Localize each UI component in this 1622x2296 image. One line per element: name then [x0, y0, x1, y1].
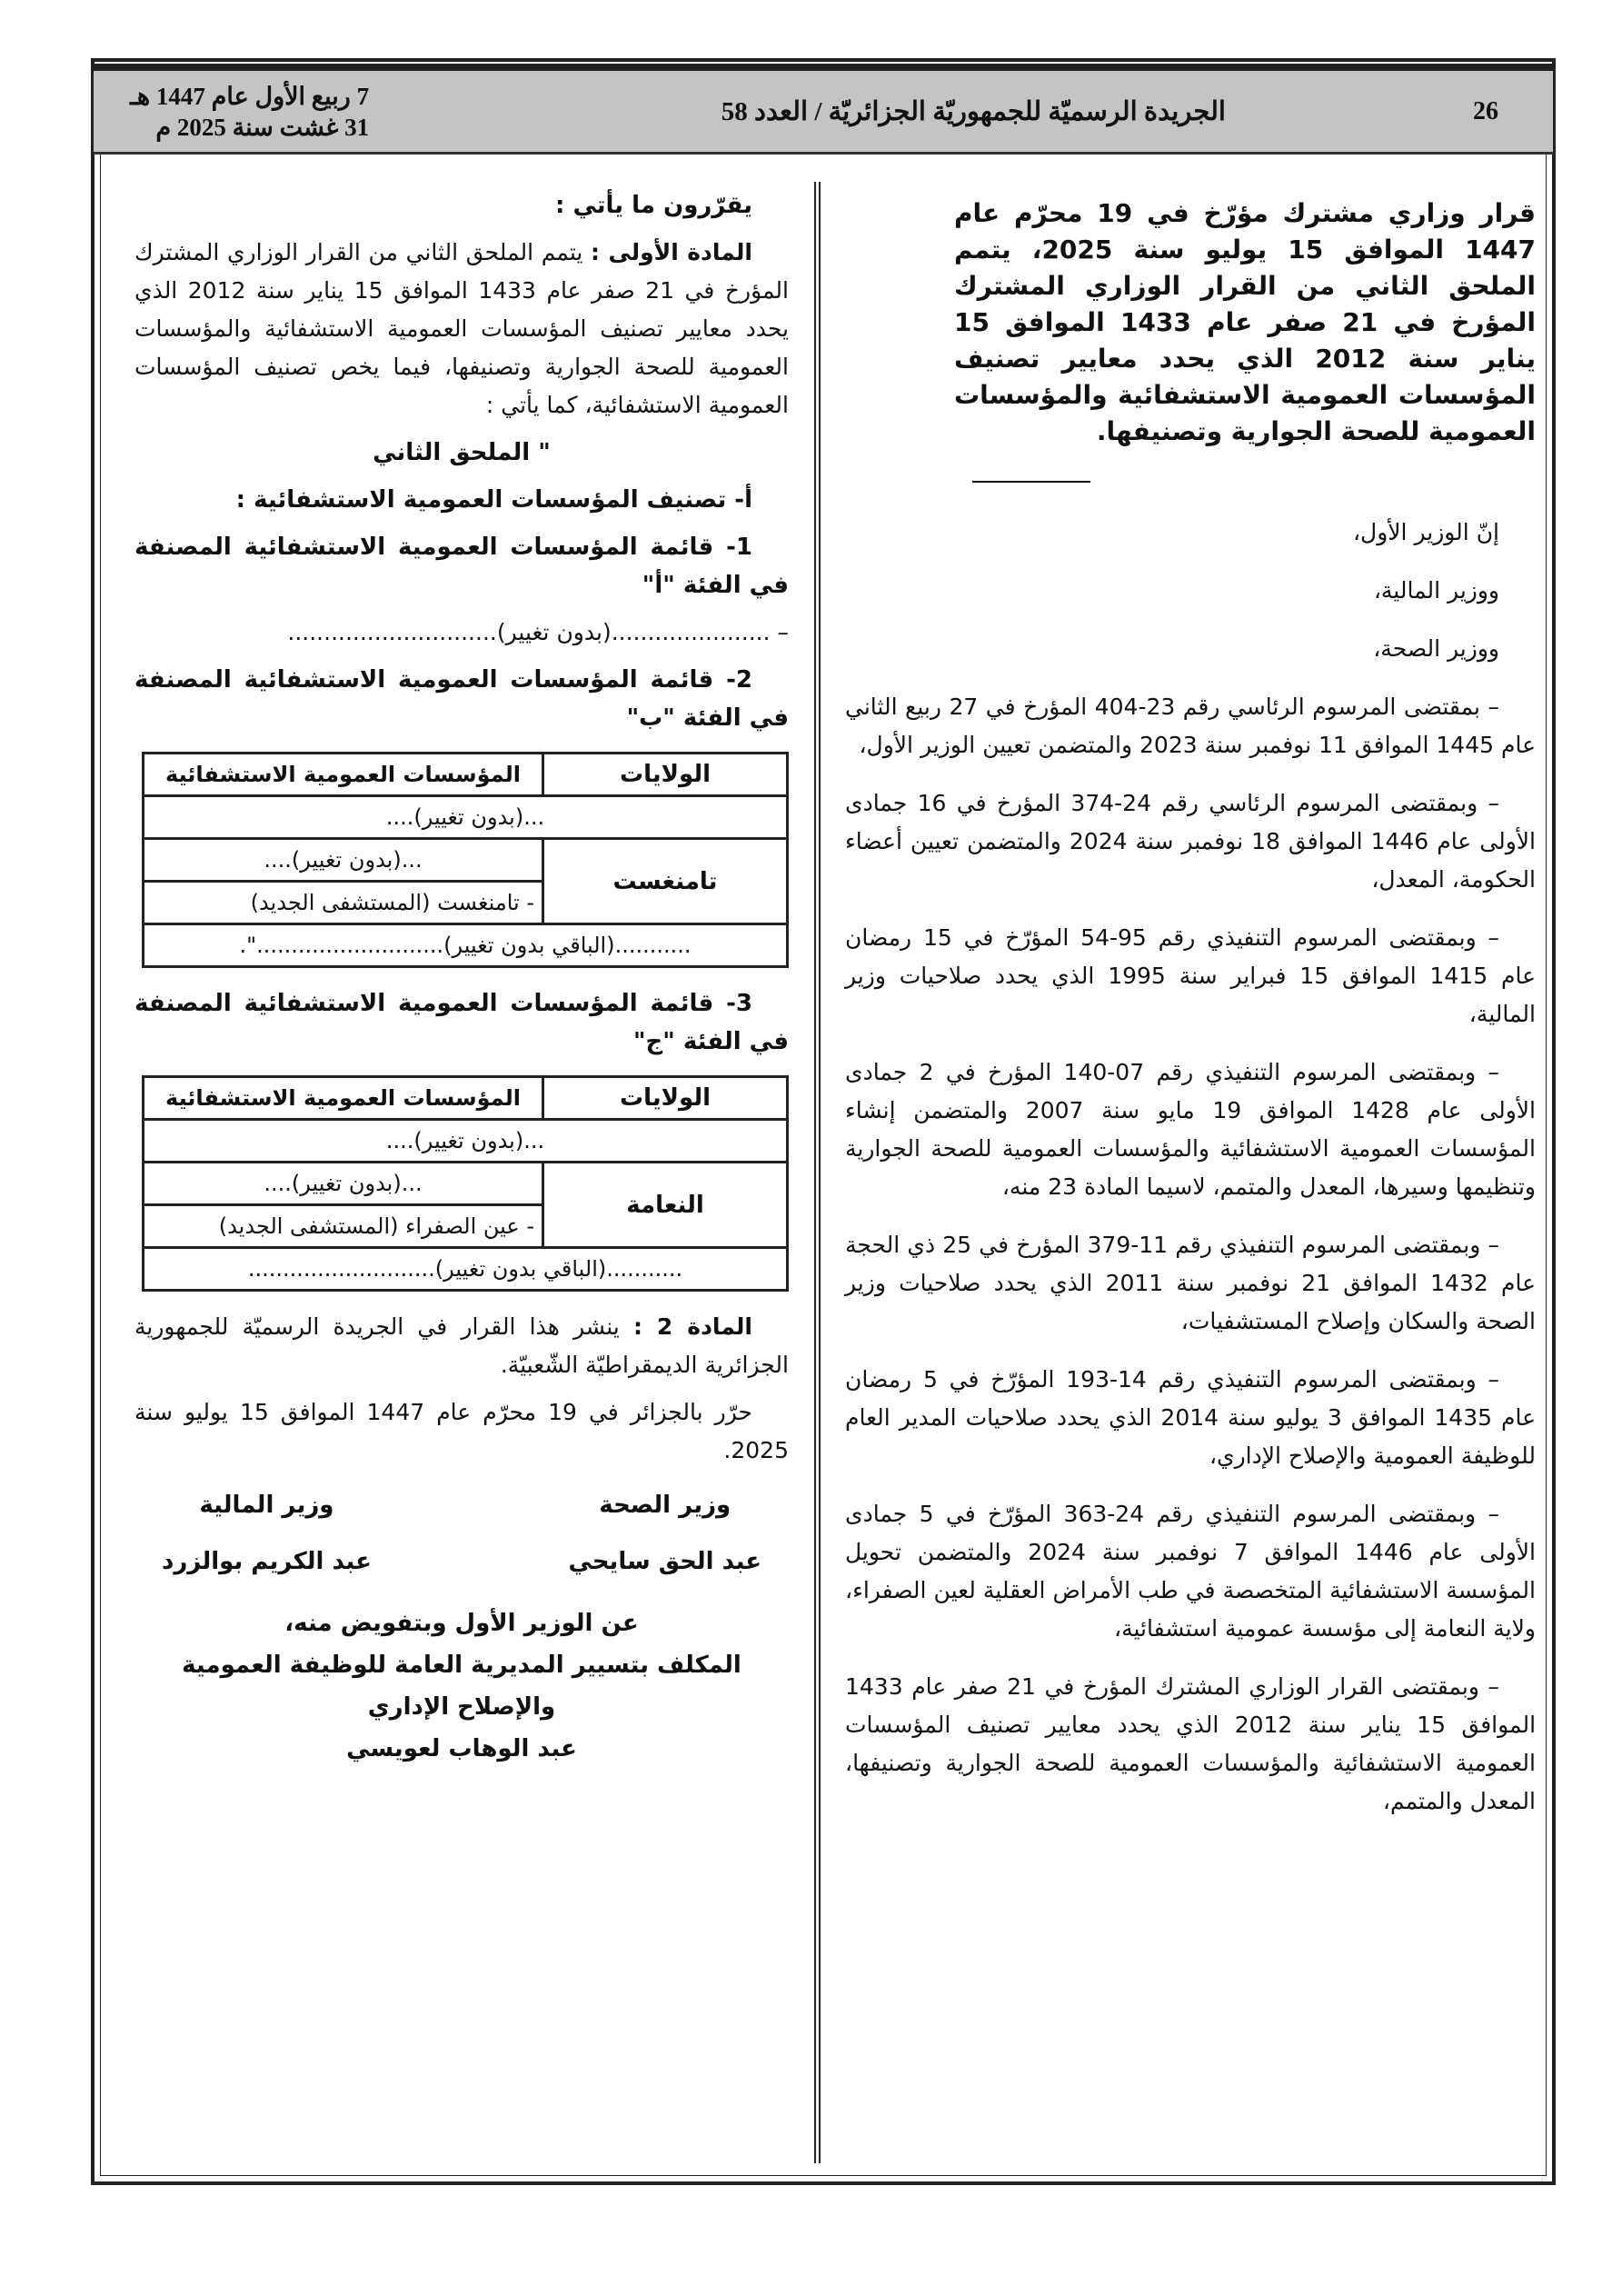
- intro-line: ووزير الصحة،: [1373, 635, 1499, 662]
- table-cell: ...(بدون تغيير)....: [144, 839, 543, 882]
- consideration: – وبمقتضى المرسوم التنفيذي رقم 11-379 المؤرخ في 25 ذي الحجة عام 1432 الموافق 21 نوفمبر سنة 2011 الذي يحدد صلاحيات وزير الصحة والسكان وإصلاح المستشفيات،: [845, 1232, 1536, 1334]
- list-1-heading: 1- قائمة المؤسسات العمومية الاستشفائية المصنفة في الفئة "أ": [134, 534, 789, 599]
- header-establishments: المؤسسات العمومية الاستشفائية: [144, 1077, 543, 1120]
- column-divider: [814, 182, 821, 2163]
- list-2-heading: 2- قائمة المؤسسات العمومية الاستشفائية المصنفة في الفئة "ب": [134, 666, 789, 732]
- left-column: [134, 186, 789, 1770]
- intro-line: إنّ الوزير الأول،: [1352, 519, 1499, 545]
- wilaya-cell: النعامة: [543, 1163, 788, 1248]
- table-row: ...........(الباقي بدون تغيير)...........................".: [144, 924, 788, 967]
- consideration: – وبمقتضى القرار الوزاري المشترك المؤرخ في 21 صفر عام 1433 الموافق 15 يناير سنة 2012 الذي يحدد معايير تصنيف المؤسسات العمومية الاستشفائية والمؤسسات العمومية للصحة الجوارية وتصنيفها، المعدل والمتمم،: [845, 1673, 1537, 1814]
- page-header: [94, 64, 1553, 155]
- table-cell: - تامنغست (المستشفى الجديد): [144, 882, 543, 924]
- decision-heading: يقرّرون ما يأتي :: [555, 192, 752, 219]
- header-wilayas: الولايات: [543, 1077, 788, 1120]
- signatory-name: عبد الحق سايحي: [568, 1548, 761, 1575]
- table-row: ...(بدون تغيير)....: [144, 796, 788, 839]
- signatures: [162, 1486, 761, 1581]
- section-a-heading: أ- تصنيف المؤسسات العمومية الاستشفائية :: [235, 486, 752, 514]
- consideration: – وبمقتضى المرسوم الرئاسي رقم 24-374 المؤرخ في 16 جمادى الأولى عام 1446 الموافق 18 نوفمبر سنة 2024 والمتضمن تعيين أعضاء الحكومة، المعدل،: [845, 790, 1536, 893]
- signatory-title: وزير الصحة: [599, 1492, 731, 1519]
- article-2-label: المادة 2 :: [632, 1313, 752, 1340]
- journal-title: الجريدة الرسميّة للجمهوريّة الجزائريّة / العدد 58: [721, 97, 1226, 126]
- consideration: – وبمقتضى المرسوم التنفيذي رقم 95-54 المؤرّخ في 15 رمضان عام 1415 الموافق 15 فبراير سنة 1995 الذي يحدد صلاحيات وزير المالية،: [845, 924, 1536, 1027]
- table-row: ...........(الباقي بدون تغيير)...........................: [144, 1248, 788, 1291]
- article-2: [134, 1308, 789, 1384]
- header-wilayas: الولايات: [543, 754, 788, 796]
- separator-rule: [972, 481, 1090, 483]
- signature-finance: [162, 1486, 372, 1581]
- pm-delegation: [134, 1602, 789, 1770]
- right-column: [845, 186, 1536, 1841]
- table-cell: - عين الصفراء (المستشفى الجديد): [144, 1205, 543, 1248]
- signature-health: [569, 1486, 761, 1581]
- table-category-c: [142, 1075, 789, 1292]
- date-hijri: 7 ربيع الأول عام 1447 هـ: [130, 82, 370, 110]
- issue-date: [130, 81, 369, 143]
- list-1-body: – ......................(بدون تغيير).............................: [287, 619, 789, 645]
- delegation-line: عن الوزير الأول وبتفويض منه،: [284, 1610, 639, 1637]
- header-establishments: المؤسسات العمومية الاستشفائية: [144, 754, 543, 796]
- delegation-line: المكلف بتسيير المديرية العامة للوظيفة العمومية والإصلاح الإداري: [182, 1652, 741, 1721]
- article-1: [134, 234, 789, 424]
- signatory-name: عبد الكريم بوالزرد: [162, 1548, 372, 1575]
- consideration: – بمقتضى المرسوم الرئاسي رقم 23-404 المؤرخ في 27 ربيع الثاني عام 1445 الموافق 11 نوفمبر سنة 2023 والمتضمن تعيين الوزير الأول،: [845, 694, 1536, 758]
- date-gregorian: 31 غشت سنة 2025 م: [155, 113, 370, 141]
- done-at: حرّر بالجزائر في 19 محرّم عام 1447 الموافق 15 يوليو سنة 2025.: [134, 1399, 789, 1463]
- intro-line: ووزير المالية،: [1373, 577, 1499, 604]
- consideration: – وبمقتضى المرسوم التنفيذي رقم 14-193 المؤرّخ في 5 رمضان عام 1435 الموافق 3 يوليو سنة 2014 الذي يحدد صلاحيات المدير العام للوظيفة العمومية والإصلاح الإداري،: [845, 1366, 1537, 1469]
- consideration: – وبمقتضى المرسوم التنفيذي رقم 07-140 المؤرخ في 2 جمادى الأولى عام 1428 الموافق 19 مايو سنة 2007 والمتضمن إنشاء المؤسسات العمومية الاستشفائية والمؤسسات العمومية للصحة الجوارية وتنظيمها وسيرها، المعدل والمتمم، لاسيما المادة 23 منه،: [845, 1059, 1536, 1200]
- page-number: 26: [1473, 96, 1498, 125]
- table-category-b: [142, 752, 789, 968]
- list-3-heading: 3- قائمة المؤسسات العمومية الاستشفائية المصنفة في الفئة "ج": [134, 990, 789, 1055]
- consideration: – وبمقتضى المرسوم التنفيذي رقم 24-363 المؤرّخ في 5 جمادى الأولى عام 1446 الموافق 7 نوفمبر سنة 2024 والمتضمن تحويل المؤسسة الاستشفائية المتخصصة في طب الأمراض العقلية لعين الصفراء، ولاية النعامة إلى مؤسسة عمومية استشفائية،: [845, 1501, 1536, 1642]
- article-2-text: ينشر هذا القرار في الجريدة الرسميّة للجمهورية الجزائرية الديمقراطيّة الشّعبيّة.: [134, 1313, 789, 1378]
- decree-title: قرار وزاري مشترك مؤرّخ في 19 محرّم عام 1447 الموافق 15 يوليو سنة 2025، يتمم الملحق الثاني من القرار الوزاري المشترك المؤرخ في 21 صفر عام 1433 الموافق 15 يناير سنة 2012 الذي يحدد معايير تصنيف المؤسسات العمومية الاستشفائية والمؤسسات العمومية للصحة الجوارية وتصنيفها.: [954, 198, 1536, 446]
- signatory-name: عبد الوهاب لعويسي: [346, 1735, 577, 1762]
- annex-title: " الملحق الثاني: [373, 439, 551, 466]
- table-row: ...(بدون تغيير)....: [144, 1120, 788, 1163]
- table-cell: ...(بدون تغيير)....: [144, 1163, 543, 1205]
- article-1-text: يتمم الملحق الثاني من القرار الوزاري المشترك المؤرخ في 21 صفر عام 1433 الموافق 15 يناير سنة 2012 الذي يحدد معايير تصنيف المؤسسات العمومية الاستشفائية والمؤسسات العمومية للصحة الجوارية وتصنيفها، فيما يخص تصنيف المؤسسات العمومية الاستشفائية، كما يأتي :: [134, 239, 789, 418]
- wilaya-cell: تامنغست: [543, 839, 788, 924]
- article-1-label: المادة الأولى :: [591, 239, 752, 265]
- signatory-title: وزير المالية: [199, 1492, 334, 1519]
